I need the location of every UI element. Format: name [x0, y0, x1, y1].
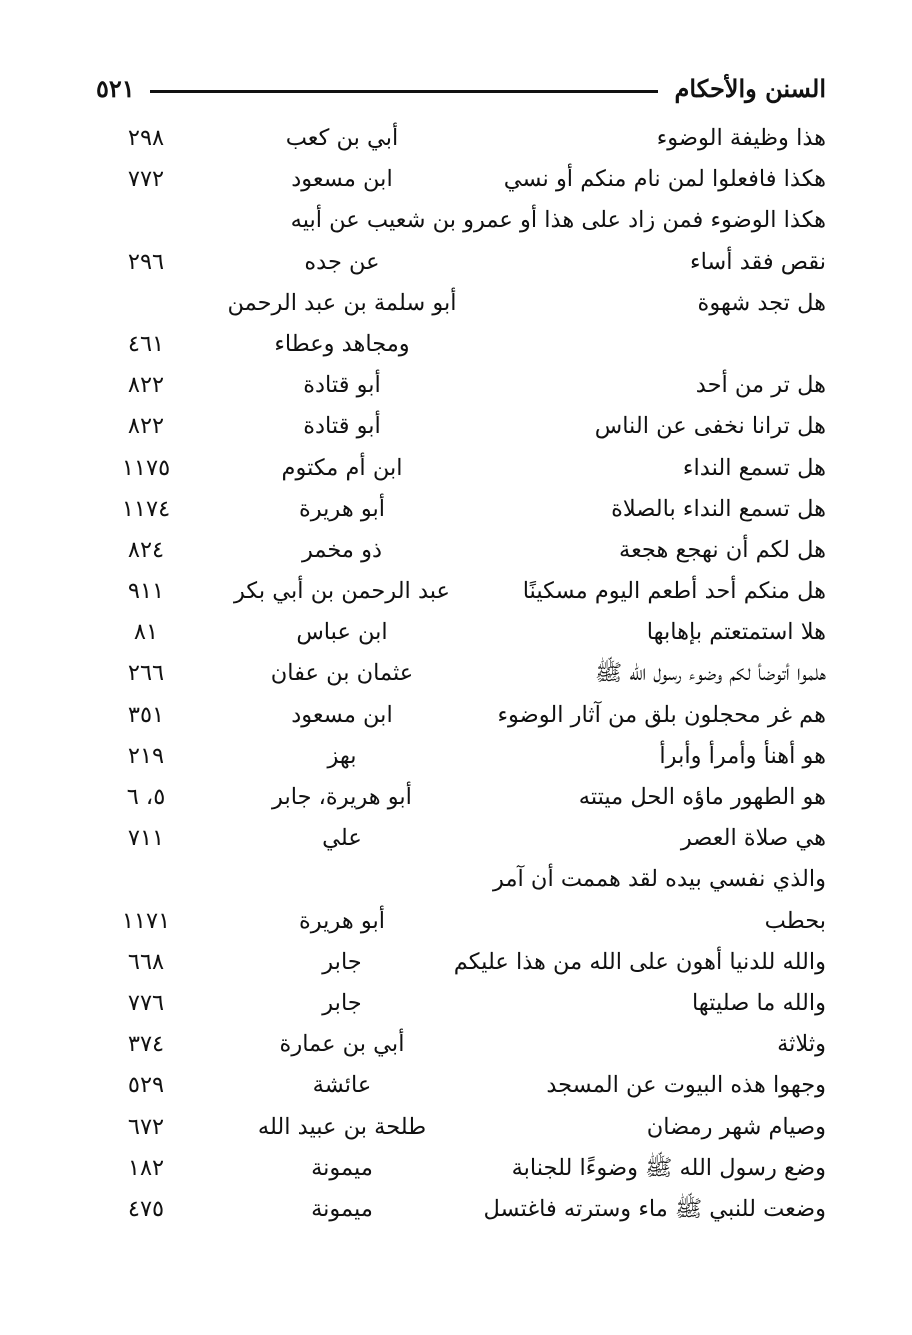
hadith-number: ٣٧٤ [127, 1031, 165, 1058]
hadith-number: ٦٦٨ [127, 948, 165, 975]
hadith-phrase: هي صلاة العصر [680, 825, 826, 852]
hadith-number: ٨١ [133, 619, 159, 646]
hadith-phrase: هل منكم أحد أطعم اليوم مسكينًا [522, 578, 826, 605]
narrator-name: أبو هريرة [298, 907, 386, 934]
hadith-number: ٨٢٢ [127, 413, 165, 440]
hadith-phrase: هذا وظيفة الوضوء [656, 125, 826, 151]
index-entry-continuation [96, 200, 826, 241]
narrator-name: علي [322, 825, 362, 852]
hadith-number: ٤٧٥ [127, 1195, 165, 1222]
index-entry [96, 406, 826, 447]
narrator-name: طلحة بن عبيد الله [257, 1113, 427, 1140]
index-entry [96, 1107, 826, 1148]
hadith-phrase: والله ما صليتها [691, 989, 826, 1016]
narrator-name: أبو قتادة [303, 372, 381, 399]
hadith-number: ٥٢٩ [127, 1072, 165, 1099]
hadith-phrase: هم غر محجلون بلق من آثار الوضوء [497, 701, 826, 728]
hadith-number: ٢١٩ [127, 742, 165, 769]
hadith-number: ٦٧٢ [127, 1113, 165, 1140]
hadith-phrase: وضع رسول الله ﷺ وضوءًا للجنابة [511, 1154, 826, 1181]
hadith-number: ٧٧٦ [127, 989, 165, 1016]
hadith-phrase: وجهوا هذه البيوت عن المسجد [546, 1072, 826, 1099]
hadith-phrase: وضعت للنبي ﷺ ماء وسترته فاغتسل [483, 1195, 826, 1222]
hadith-phrase: هل تجد شهوة [697, 289, 826, 316]
hadith-phrase: نقص فقد أساء [690, 248, 826, 275]
index-entry [96, 612, 826, 653]
narrator-name: أبو سلمة بن عبد الرحمن [227, 289, 457, 316]
hadith-number: ٨٢٢ [127, 372, 165, 399]
hadith-number: ٢٩٦ [127, 248, 165, 275]
index-entry [96, 571, 826, 612]
hadith-phrase: هو أهنأ وأمرأ وأبرأ [659, 742, 826, 769]
hadith-phrase: هل تسمع النداء [682, 454, 826, 481]
narrator-name: بهز [327, 742, 357, 769]
narrator-name: جابر [322, 948, 362, 975]
running-title: السنن والأحكام [674, 74, 826, 103]
narrator-name: ابن أم مكتوم [281, 454, 403, 481]
hadith-number: ٥، ٦ [126, 784, 166, 810]
hadith-number: ٢٩٨ [127, 125, 165, 151]
hadith-number: ٧٧٢ [127, 166, 165, 193]
narrator-name: عبد الرحمن بن أبي بكر [234, 578, 450, 605]
index-entry [96, 1024, 826, 1065]
hadith-phrase: بحطب [764, 907, 826, 934]
hadith-number: ٢٦٦ [127, 660, 165, 687]
hadith-phrase: هل تر من أحد [695, 372, 826, 399]
hadith-number: ٣٥١ [127, 701, 165, 728]
page-header [96, 70, 826, 114]
hadith-phrase: هكذا فافعلوا لمن نام منكم أو نسي [503, 166, 826, 193]
narrator-name: أبو هريرة، جابر [272, 784, 412, 810]
index-entry [96, 283, 826, 324]
narrator-name: ميمونة [311, 1154, 373, 1181]
narrator-name: أبي بن كعب [285, 125, 399, 151]
hadith-number: ١١٧٤ [121, 495, 171, 522]
narrator-name: أبو هريرة [298, 495, 386, 522]
hadith-phrase: هل تسمع النداء بالصلاة [611, 495, 826, 522]
index-entry [96, 1148, 826, 1189]
hadith-number: ١١٧٥ [121, 454, 171, 481]
page-number: ٥٢١ [96, 74, 135, 103]
narrator-name: عثمان بن عفان [270, 660, 414, 687]
narrator-name: ومجاهد وعطاء [274, 330, 410, 357]
hadith-number: ٨٢٤ [127, 536, 165, 563]
index-entry [96, 1065, 826, 1106]
narrator-name: ذو مخمر [301, 536, 383, 563]
index-entry [96, 777, 826, 818]
index-entries [96, 118, 826, 1230]
hadith-phrase: وثلاثة [777, 1031, 826, 1058]
narrator-name: ابن عباس [296, 619, 388, 646]
narrator-name: أبو قتادة [303, 413, 381, 440]
narrator-name: عن جده [304, 248, 380, 275]
hadith-number: ١٨٢ [127, 1154, 165, 1181]
hadith-phrase: وصيام شهر رمضان [646, 1113, 826, 1140]
index-entry [96, 736, 826, 777]
index-entry [96, 901, 826, 942]
narrator-name: أبي بن عمارة [279, 1031, 405, 1058]
hadith-phrase: هلا استمتعتم بإهابها [646, 619, 826, 646]
index-entry [96, 448, 826, 489]
index-entry [96, 942, 826, 983]
hadith-number: ٤٦١ [127, 330, 165, 357]
index-entry [96, 365, 826, 406]
hadith-phrase: هو الطهور ماؤه الحل ميتته [578, 784, 826, 810]
index-entry [96, 695, 826, 736]
index-entry [96, 159, 826, 200]
hadith-phrase: هلموا أتوضأ لكم وضوء رسول الله ﷺ [595, 660, 826, 687]
index-entry [96, 983, 826, 1024]
narrator-name: عائشة [312, 1072, 372, 1099]
narrator-name: ميمونة [311, 1195, 373, 1222]
index-entry [96, 530, 826, 571]
hadith-number: ٧١١ [127, 825, 165, 852]
hadith-number: ١١٧١ [121, 907, 171, 934]
index-entry [96, 489, 826, 530]
index-entry [96, 818, 826, 859]
hadith-number: ٩١١ [127, 578, 165, 605]
hadith-phrase: والله للدنيا أهون على الله من هذا عليكم [453, 948, 826, 975]
entry-text: والذي نفسي بيده لقد هممت أن آمر [493, 866, 826, 893]
index-entry [96, 324, 826, 365]
hadith-phrase: هل لكم أن نهجع هجعة [619, 536, 826, 563]
hadith-phrase: هل ترانا نخفى عن الناس [594, 413, 826, 440]
entry-text: هكذا الوضوء فمن زاد على هذا أو عمرو بن شعيب عن أبيه [290, 207, 826, 234]
narrator-name: ابن مسعود [291, 701, 393, 728]
header-rule [150, 90, 658, 93]
index-entry [96, 1189, 826, 1230]
narrator-name: ابن مسعود [291, 166, 393, 193]
index-entry [96, 653, 826, 694]
index-entry [96, 242, 826, 283]
narrator-name: جابر [322, 989, 362, 1016]
index-entry-continuation [96, 859, 826, 900]
index-entry [96, 118, 826, 159]
